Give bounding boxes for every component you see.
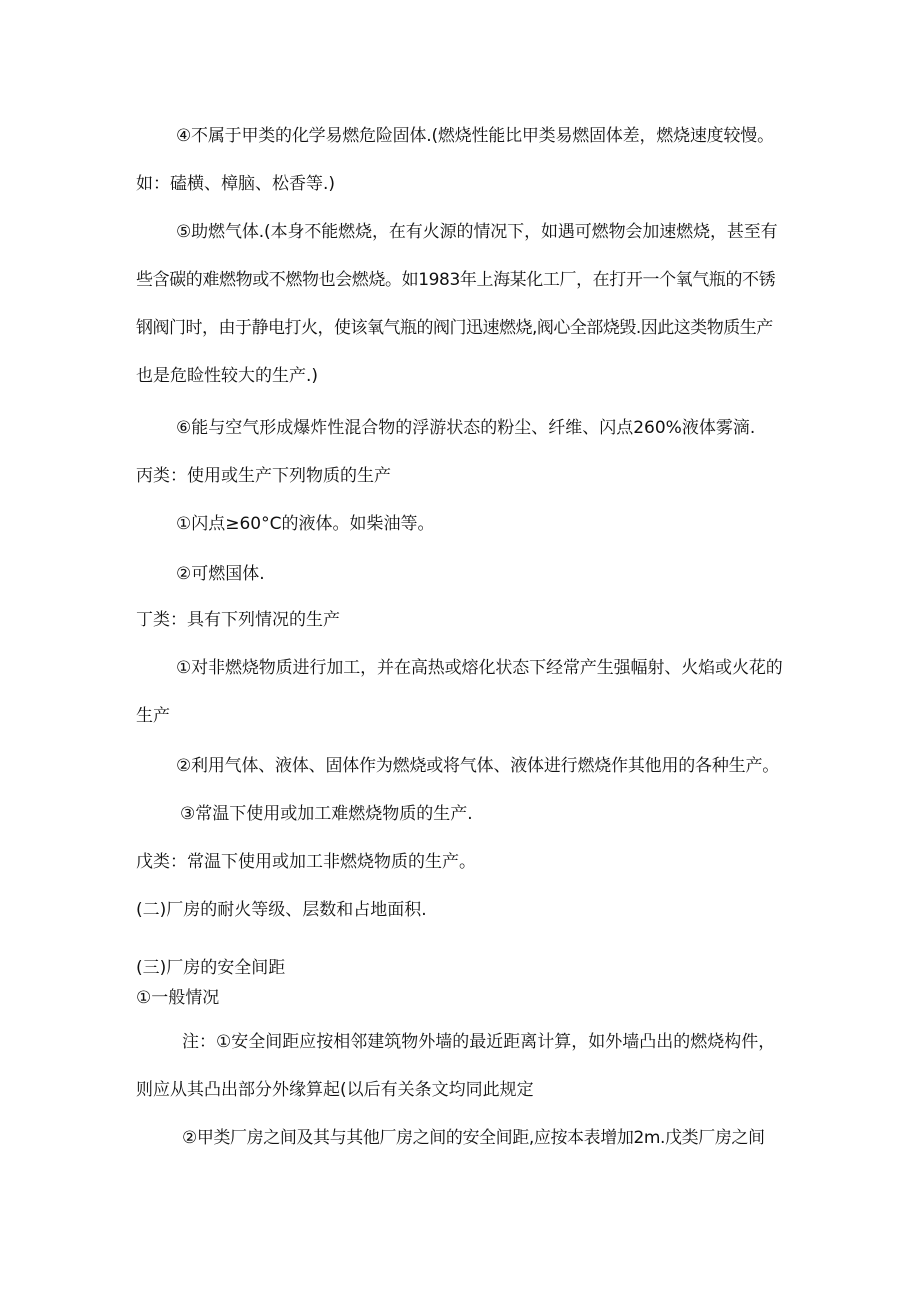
paragraph-line: 钢阀门时，由于静电打火，使该氧气瓶的阀门迅速燃烧,阀心全部烧毁.因此这类物质生产 [136,318,773,338]
paragraph-line: ②可燃国体. [176,564,265,584]
paragraph-line: ⑤助燃气体.(本身不能燃烧，在有火源的情况下，如遇可燃物会加速燃烧，甚至有 [176,222,778,242]
section-heading: 丙类：使用或生产下列物质的生产 [136,466,391,486]
section-heading: 丁类：具有下列情况的生产 [136,610,340,630]
note-line: ②甲类厂房之间及其与其他厂房之间的安全间距,应按本表增加2m.戊类厂房之间 [182,1128,765,1148]
paragraph-line: ⑥能与空气形成爆炸性混合物的浮游状态的粉尘、纤维、闪点260%液体雾滴. [176,418,756,438]
paragraph-line: ③常温下使用或加工难燃烧物质的生产. [180,804,473,824]
paragraph-line: 也是危睑性较大的生产.) [136,366,319,386]
paragraph-line: ①闪点≥60°C的液体。如柴油等。 [176,514,435,534]
paragraph-line: 些含碳的难燃物或不燃物也会燃烧。如1983年上海某化工厂，在打开一个氧气瓶的不锈 [136,270,776,290]
note-line: 注：①安全间距应按相邻建筑物外墙的最近距离计算，如外墙凸出的燃烧构件， [182,1032,776,1052]
section-heading: (三)厂房的安全间距 [136,958,286,978]
paragraph-line: 如：磕横、樟脑、松香等.) [136,174,336,194]
paragraph-line: 生产 [136,706,170,726]
paragraph-line: ④不属于甲类的化学易燃危险固体.(燃烧性能比甲类易燃固体差，燃烧速度较慢。 [176,126,774,146]
section-heading: (二)厂房的耐火等级、层数和占地面积. [136,900,427,920]
note-line: 则应从其凸出部分外缘算起(以后有关条文均同此规定 [136,1080,534,1100]
paragraph-line: ①一般情况 [136,988,220,1008]
section-heading: 戊类：常温下使用或加工非燃烧物质的生产。 [136,852,476,872]
paragraph-line: ①对非燃烧物质进行加工，并在高热或熔化状态下经常产生强幅射、火焰或火花的 [176,658,783,678]
paragraph-line: ②利用气体、液体、固体作为燃烧或将气体、液体进行燃烧作其他用的各种生产。 [176,756,780,776]
